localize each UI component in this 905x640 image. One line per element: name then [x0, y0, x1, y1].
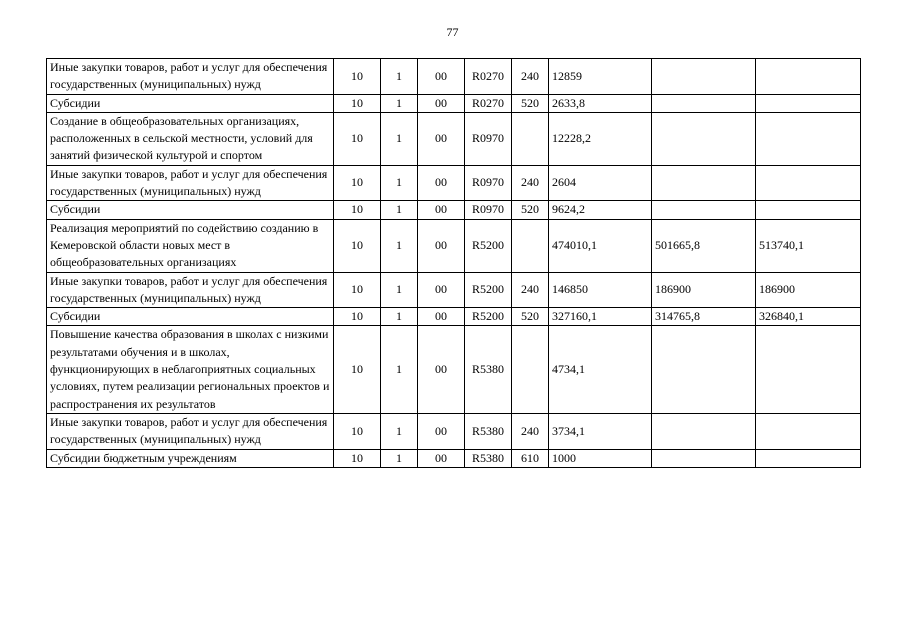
cell-amount-year-3 — [756, 449, 861, 467]
cell-amount-year-3 — [756, 413, 861, 449]
table-row — [47, 94, 861, 112]
cell-amount-year-3 — [756, 326, 861, 413]
cell-amount-year-1: 1000 — [549, 449, 652, 467]
cell-section: 10 — [334, 59, 381, 95]
cell-section: 10 — [334, 94, 381, 112]
cell-amount-year-2 — [652, 94, 756, 112]
cell-target-article: R0970 — [465, 165, 512, 201]
cell-target-article: R5200 — [465, 308, 512, 326]
cell-program: 00 — [418, 308, 465, 326]
table-body — [47, 59, 861, 468]
cell-amount-year-2 — [652, 413, 756, 449]
cell-amount-year-3 — [756, 112, 861, 165]
cell-amount-year-3: 186900 — [756, 272, 861, 308]
cell-amount-year-3 — [756, 201, 861, 219]
cell-target-article: R5200 — [465, 219, 512, 272]
cell-section: 10 — [334, 272, 381, 308]
cell-subsection: 1 — [381, 308, 418, 326]
cell-target-article: R5380 — [465, 326, 512, 413]
cell-target-article: R0970 — [465, 112, 512, 165]
cell-section: 10 — [334, 308, 381, 326]
cell-target-article: R0270 — [465, 94, 512, 112]
table-row — [47, 59, 861, 95]
cell-section: 10 — [334, 165, 381, 201]
cell-amount-year-2 — [652, 165, 756, 201]
table-row — [47, 449, 861, 467]
cell-section: 10 — [334, 219, 381, 272]
cell-amount-year-1: 2604 — [549, 165, 652, 201]
cell-amount-year-3: 326840,1 — [756, 308, 861, 326]
cell-name: Реализация мероприятий по содействию созданию в Кемеровской области новых мест в общеобразовательных организациях — [47, 219, 334, 272]
cell-amount-year-2 — [652, 449, 756, 467]
cell-target-article: R0970 — [465, 201, 512, 219]
cell-expense-type: 240 — [512, 413, 549, 449]
cell-name: Создание в общеобразовательных организациях, расположенных в сельской местности, условий для занятий физической культурой и спортом — [47, 112, 334, 165]
table-row — [47, 112, 861, 165]
cell-section: 10 — [334, 112, 381, 165]
cell-amount-year-2: 501665,8 — [652, 219, 756, 272]
cell-amount-year-1: 9624,2 — [549, 201, 652, 219]
cell-target-article: R5380 — [465, 449, 512, 467]
cell-section: 10 — [334, 413, 381, 449]
budget-table — [46, 58, 861, 468]
cell-amount-year-1: 3734,1 — [549, 413, 652, 449]
cell-name: Субсидии бюджетным учреждениям — [47, 449, 334, 467]
cell-expense-type: 520 — [512, 308, 549, 326]
cell-amount-year-3: 513740,1 — [756, 219, 861, 272]
cell-expense-type: 610 — [512, 449, 549, 467]
cell-amount-year-2: 186900 — [652, 272, 756, 308]
cell-amount-year-2 — [652, 201, 756, 219]
cell-name: Повышение качества образования в школах с низкими результатами обучения и в школах, функционирующих в неблагоприятных социальных условиях, путем реализации региональных проектов и распространения их результатов — [47, 326, 334, 413]
cell-program: 00 — [418, 413, 465, 449]
cell-expense-type — [512, 219, 549, 272]
cell-target-article: R0270 — [465, 59, 512, 95]
cell-name: Субсидии — [47, 94, 334, 112]
cell-section: 10 — [334, 449, 381, 467]
cell-program: 00 — [418, 165, 465, 201]
cell-subsection: 1 — [381, 219, 418, 272]
cell-expense-type: 520 — [512, 94, 549, 112]
cell-name: Иные закупки товаров, работ и услуг для обеспечения государственных (муниципальных) нужд — [47, 272, 334, 308]
cell-program: 00 — [418, 449, 465, 467]
cell-amount-year-3 — [756, 59, 861, 95]
cell-amount-year-1: 12228,2 — [549, 112, 652, 165]
cell-expense-type: 240 — [512, 165, 549, 201]
cell-amount-year-1: 2633,8 — [549, 94, 652, 112]
cell-subsection: 1 — [381, 112, 418, 165]
cell-expense-type — [512, 112, 549, 165]
table-row — [47, 413, 861, 449]
table-row — [47, 272, 861, 308]
cell-name: Иные закупки товаров, работ и услуг для обеспечения государственных (муниципальных) нужд — [47, 59, 334, 95]
cell-program: 00 — [418, 219, 465, 272]
cell-subsection: 1 — [381, 201, 418, 219]
cell-subsection: 1 — [381, 413, 418, 449]
cell-program: 00 — [418, 112, 465, 165]
cell-program: 00 — [418, 272, 465, 308]
cell-subsection: 1 — [381, 165, 418, 201]
cell-subsection: 1 — [381, 59, 418, 95]
cell-name: Иные закупки товаров, работ и услуг для обеспечения государственных (муниципальных) нужд — [47, 165, 334, 201]
cell-subsection: 1 — [381, 272, 418, 308]
cell-amount-year-2: 314765,8 — [652, 308, 756, 326]
cell-name: Субсидии — [47, 308, 334, 326]
cell-amount-year-1: 327160,1 — [549, 308, 652, 326]
cell-program: 00 — [418, 326, 465, 413]
cell-expense-type — [512, 326, 549, 413]
cell-amount-year-2 — [652, 112, 756, 165]
table-row — [47, 308, 861, 326]
cell-amount-year-2 — [652, 59, 756, 95]
cell-program: 00 — [418, 201, 465, 219]
cell-name: Иные закупки товаров, работ и услуг для обеспечения государственных (муниципальных) нужд — [47, 413, 334, 449]
table-row — [47, 201, 861, 219]
cell-amount-year-1: 474010,1 — [549, 219, 652, 272]
cell-target-article: R5380 — [465, 413, 512, 449]
cell-amount-year-1: 4734,1 — [549, 326, 652, 413]
cell-name: Субсидии — [47, 201, 334, 219]
cell-section: 10 — [334, 201, 381, 219]
cell-amount-year-3 — [756, 165, 861, 201]
cell-subsection: 1 — [381, 449, 418, 467]
table-row — [47, 219, 861, 272]
page-number: 77 — [446, 25, 459, 39]
cell-target-article: R5200 — [465, 272, 512, 308]
table-row — [47, 165, 861, 201]
cell-subsection: 1 — [381, 326, 418, 413]
cell-expense-type: 240 — [512, 59, 549, 95]
cell-program: 00 — [418, 94, 465, 112]
cell-amount-year-2 — [652, 326, 756, 413]
cell-amount-year-3 — [756, 94, 861, 112]
cell-amount-year-1: 12859 — [549, 59, 652, 95]
cell-program: 00 — [418, 59, 465, 95]
cell-subsection: 1 — [381, 94, 418, 112]
cell-expense-type: 240 — [512, 272, 549, 308]
cell-amount-year-1: 146850 — [549, 272, 652, 308]
cell-expense-type: 520 — [512, 201, 549, 219]
table-row — [47, 326, 861, 413]
cell-section: 10 — [334, 326, 381, 413]
